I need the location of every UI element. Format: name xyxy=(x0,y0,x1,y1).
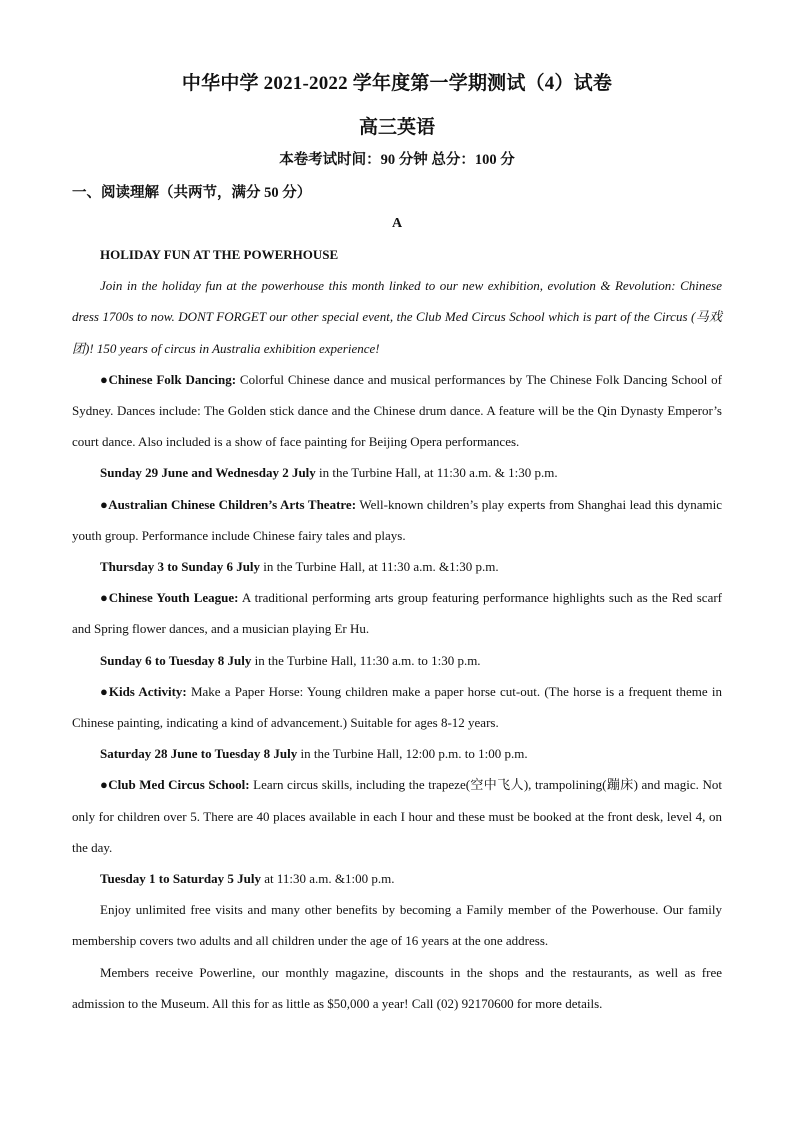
exam-subtitle: 高三英语 xyxy=(358,117,435,138)
event-text: Colorful Chinese dance and musical performances by The Chinese Folk Dancing School of Sydney. Dances include: The Golden stick dance and the Chinese drum dance. A feature will be the Qin Dynasty Emperor’s court dance. Also included is a show of face painting for Beijing Opera performances. xyxy=(72,371,722,450)
bullet-icon: ● xyxy=(100,777,109,793)
event-date: Saturday 28 June to Tuesday 8 July xyxy=(100,746,298,762)
bullet-icon: ● xyxy=(100,590,109,606)
event-schedule xyxy=(72,457,722,488)
event-text: Make a Paper Horse: Young children make a paper horse cut-out. (The horse is a frequent theme in Chinese painting, indicating a kind of advancement.) Suitable for ages 8-12 years. xyxy=(72,683,723,731)
event-text: A traditional performing arts group featuring performance highlights such as the Red scarf and Spring flower dances, and a musician playing Er Hu. xyxy=(72,590,722,637)
event-location-time: in the Turbine Hall, at 11:30 a.m. &1:30 p.m. xyxy=(260,559,499,575)
membership-benefits-paragraph: Members receive Powerline, our monthly magazine, discounts in the shops and the restaurants, as well as free admission to the Museum. All this for as little as $50,000 a year! Call (02) 92170600 for more details. xyxy=(72,964,722,1011)
event-date: Thursday 3 to Sunday 6 July xyxy=(100,559,261,575)
event-description xyxy=(72,364,722,458)
event-text: Well-known children’s play experts from Shanghai lead this dynamic youth group. Performance include Chinese fairy tales and plays. xyxy=(72,496,723,543)
event-description xyxy=(72,676,722,738)
event-location-time: in the Turbine Hall, 12:00 p.m. to 1:00 p.m. xyxy=(297,746,528,762)
event-text: Learn circus skills, including the trapeze(空中飞人), trampolining(蹦床) and magic. Not only for children over 5. There are 40 places available in each I hour and these must be booked at the front desk, level 4, on the day. xyxy=(72,777,722,855)
event-name: Chinese Folk Dancing: xyxy=(108,371,237,387)
part-label: A xyxy=(391,216,403,231)
exam-info: 本卷考试时间：90 分钟 总分：100 分 xyxy=(279,152,515,168)
event-location-time: in the Turbine Hall, at 11:30 a.m. & 1:30 p.m. xyxy=(315,465,558,481)
bullet-icon: ● xyxy=(100,371,109,387)
event-name: Chinese Youth League: xyxy=(108,590,239,606)
event-description xyxy=(72,582,722,644)
event-schedule xyxy=(72,738,722,769)
event-schedule xyxy=(72,863,722,894)
event-description xyxy=(72,769,722,863)
reading-passage xyxy=(72,237,722,1019)
event-date: Sunday 29 June and Wednesday 2 July xyxy=(100,465,316,481)
bullet-icon: ● xyxy=(100,496,109,512)
article-intro: Join in the holiday fun at the powerhouse this month linked to our new exhibition, evolution & Revolution: Chinese dress 1700s to now. DONT FORGET our other special event, the Club Med Circus School which is part of the Circus (马戏团)! 150 years of circus in Australia exhibition experience! xyxy=(72,278,722,356)
event-description xyxy=(72,489,722,551)
event-name: Club Med Circus School: xyxy=(108,777,250,793)
event-name: Australian Chinese Children’s Arts Theatre: xyxy=(108,496,357,512)
event-date: Tuesday 1 to Saturday 5 July xyxy=(100,871,261,887)
event-schedule xyxy=(72,551,722,582)
article-heading: HOLIDAY FUN AT THE POWERHOUSE xyxy=(100,247,339,262)
membership-paragraph: Enjoy unlimited free visits and many other benefits by becoming a Family member of the Powerhouse. Our family membership covers two adults and all children under the age of 16 years at the one address. xyxy=(72,902,722,949)
bullet-icon: ● xyxy=(100,683,109,699)
event-location-time: in the Turbine Hall, 11:30 a.m. to 1:30 p.m. xyxy=(251,652,481,668)
section-title: 一、阅读理解（共两节，满分 50 分） xyxy=(72,185,312,201)
exam-title: 中华中学 2021-2022 学年度第一学期测试（4）试卷 xyxy=(181,73,613,94)
event-schedule xyxy=(72,645,722,676)
event-name: Kids Activity: xyxy=(108,683,187,699)
event-location-time: at 11:30 a.m. &1:00 p.m. xyxy=(260,871,395,887)
event-date: Sunday 6 to Tuesday 8 July xyxy=(100,652,252,668)
